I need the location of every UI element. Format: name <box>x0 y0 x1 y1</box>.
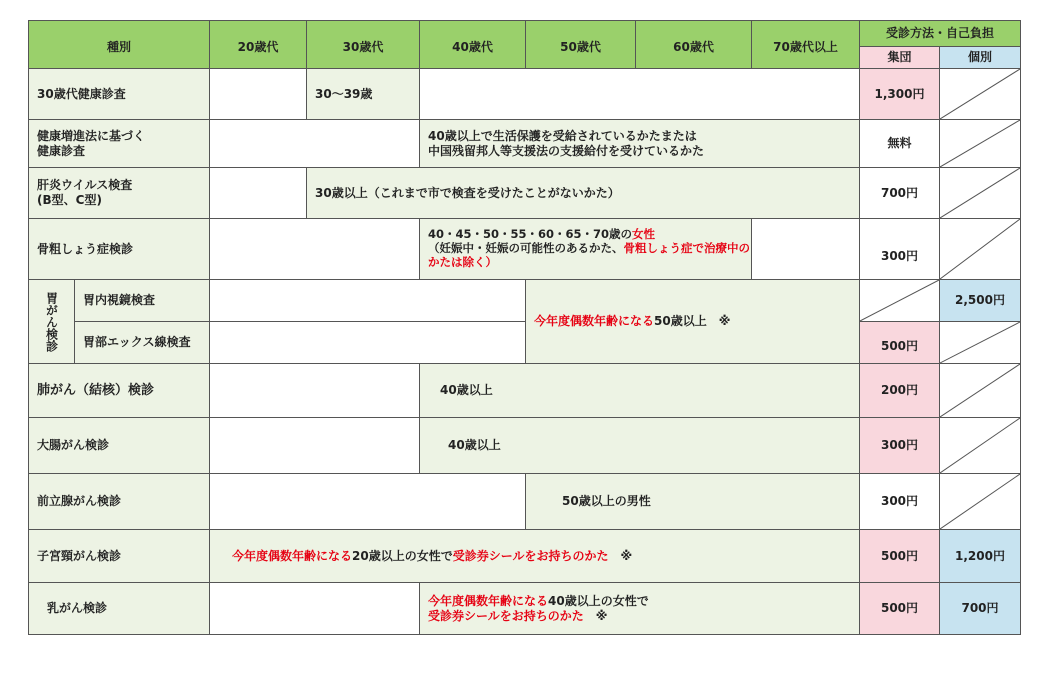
slash-cell <box>940 418 1021 474</box>
row-breast-cancer-individual-fee: 700円 <box>940 583 1021 635</box>
header-age-20s: 20歳代 <box>210 21 307 69</box>
header-type: 種別 <box>29 21 210 69</box>
row-breast-cancer-target: 今年度偶数年齢になる40歳以上の女性で 受診券シールをお持ちのかた ※ <box>420 583 860 635</box>
slash-cell <box>940 364 1021 418</box>
row-cervical-cancer-individual-fee: 1,200円 <box>940 530 1021 583</box>
row-lung-cancer-target: 40歳以上 <box>420 364 860 418</box>
slash-cell <box>940 474 1021 530</box>
row-stomach-xray-name: 胃部エックス線検査 <box>75 322 210 364</box>
stomach-cancer-group-label: 胃がん検診 <box>29 280 75 364</box>
row-cervical-cancer-name: 子宮頸がん検診 <box>29 530 210 583</box>
diagonal-slash <box>940 418 1020 473</box>
row-health-checkup-name: 健康増進法に基づく 健康診査 <box>29 120 210 168</box>
cell-blank <box>752 219 860 280</box>
cell-blank <box>420 69 860 120</box>
diagonal-slash <box>940 474 1020 529</box>
cell-blank <box>210 364 420 418</box>
row-health-checkup-group-fee: 無料 <box>860 120 940 168</box>
row-colon-cancer-name: 大腸がん検診 <box>29 418 210 474</box>
cell-blank <box>210 280 526 322</box>
cell-blank <box>210 168 307 219</box>
row-lung-cancer-name: 肺がん（結核）検診 <box>29 364 210 418</box>
slash-cell <box>940 219 1021 280</box>
row-prostate-cancer-name: 前立腺がん検診 <box>29 474 210 530</box>
diagonal-slash <box>940 364 1020 417</box>
row-30s-checkup-name: 30歳代健康診査 <box>29 69 210 120</box>
header-age-50s: 50歳代 <box>526 21 636 69</box>
row-prostate-cancer-target: 50歳以上の男性 <box>526 474 860 530</box>
cell-blank <box>210 219 420 280</box>
row-osteoporosis-group-fee: 300円 <box>860 219 940 280</box>
row-hepatitis-name: 肝炎ウイルス検査 (B型、C型) <box>29 168 210 219</box>
cell-blank <box>210 120 420 168</box>
diagonal-slash <box>940 69 1020 119</box>
slash-cell <box>940 120 1021 168</box>
row-30s-checkup-target: 30～39歳 <box>307 69 420 120</box>
header-group: 集団 <box>860 47 940 69</box>
header-age-70s: 70歳代以上 <box>752 21 860 69</box>
header-age-30s: 30歳代 <box>307 21 420 69</box>
cell-blank <box>210 418 420 474</box>
row-cervical-cancer-group-fee: 500円 <box>860 530 940 583</box>
row-health-checkup-target: 40歳以上で生活保護を受給されているかたまたは 中国残留邦人等支援法の支援給付を受けているかた <box>420 120 860 168</box>
cell-blank <box>210 474 526 530</box>
row-cervical-cancer-target: 今年度偶数年齢になる20歳以上の女性で受診券シールをお持ちのかた ※ <box>210 530 860 583</box>
row-hepatitis-group-fee: 700円 <box>860 168 940 219</box>
diagonal-slash <box>940 168 1020 218</box>
diagonal-slash <box>940 120 1020 167</box>
header-method: 受診方法・自己負担 <box>860 21 1021 47</box>
slash-cell <box>940 69 1021 120</box>
row-breast-cancer-name: 乳がん検診 <box>29 583 210 635</box>
diagonal-slash <box>940 219 1020 279</box>
row-colon-cancer-group-fee: 300円 <box>860 418 940 474</box>
cell-blank <box>210 69 307 120</box>
row-colon-cancer-target: 40歳以上 <box>420 418 860 474</box>
slash-cell <box>860 280 940 322</box>
header-age-40s: 40歳代 <box>420 21 526 69</box>
diagonal-slash <box>860 280 939 321</box>
row-osteoporosis-name: 骨粗しょう症検診 <box>29 219 210 280</box>
row-breast-cancer-group-fee: 500円 <box>860 583 940 635</box>
row-lung-cancer-group-fee: 200円 <box>860 364 940 418</box>
row-prostate-cancer-group-fee: 300円 <box>860 474 940 530</box>
row-stomach-xray-group-fee: 500円 <box>860 322 940 364</box>
slash-cell <box>940 322 1021 364</box>
slash-cell <box>940 168 1021 219</box>
row-gastroscopy-individual-fee: 2,500円 <box>940 280 1021 322</box>
cell-blank <box>210 322 526 364</box>
header-age-60s: 60歳代 <box>636 21 752 69</box>
row-gastroscopy-name: 胃内視鏡検査 <box>75 280 210 322</box>
diagonal-slash <box>940 322 1020 363</box>
header-individual: 個別 <box>940 47 1021 69</box>
row-30s-checkup-group-fee: 1,300円 <box>860 69 940 120</box>
row-osteoporosis-target: 40・45・50・55・60・65・70歳の女性 （妊娠中・妊娠の可能性のあるかた、骨粗しょう症で治療中のかたは除く） <box>420 219 752 280</box>
cell-blank <box>210 583 420 635</box>
row-hepatitis-target: 30歳以上（これまで市で検査を受けたことがないかた） <box>307 168 860 219</box>
row-stomach-target: 今年度偶数年齢になる50歳以上 ※ <box>526 280 860 364</box>
